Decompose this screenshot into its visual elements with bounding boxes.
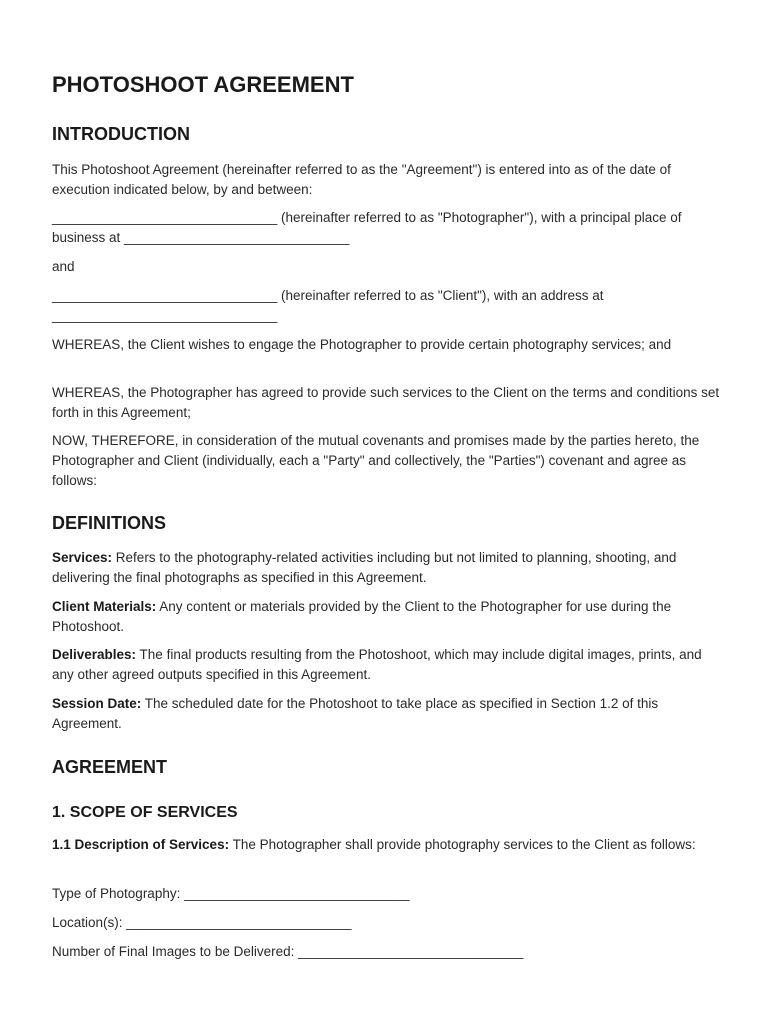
introduction-heading: INTRODUCTION bbox=[52, 124, 190, 144]
clause-text: The Photographer shall provide photography services to the Client as follows: bbox=[229, 837, 696, 852]
definition-client-materials bbox=[52, 597, 720, 637]
definition-deliverables bbox=[52, 645, 720, 685]
definition-text: Any content or materials provided by the Client to the Photographer for use during the Photoshoot. bbox=[52, 599, 672, 634]
whereas-paragraph-1: WHEREAS, the Client wishes to engage the Photographer to provide certain photography services; and bbox=[52, 337, 672, 352]
clause-1-1 bbox=[52, 835, 720, 855]
field-label: Number of Final Images to be Delivered: bbox=[52, 944, 299, 959]
client-party-paragraph bbox=[52, 286, 720, 326]
whereas-paragraph-2: WHEREAS, the Photographer has agreed to provide such services to the Client on the terms and conditions set forth in this Agreement; bbox=[52, 385, 720, 420]
definition-term: Client Materials: bbox=[52, 599, 157, 614]
scope-of-services-heading: 1. SCOPE OF SERVICES bbox=[52, 804, 238, 821]
definition-text: Refers to the photography-related activities including but not limited to planning, shooting, and delivering the final photographs as specified in this Agreement. bbox=[52, 550, 677, 585]
field-label: Type of Photography: bbox=[52, 886, 185, 901]
client-name-blank[interactable]: ______________________________ bbox=[52, 288, 278, 303]
definition-term: Services: bbox=[52, 550, 113, 565]
clause-term: 1.1 Description of Services: bbox=[52, 837, 230, 852]
definition-term: Deliverables: bbox=[52, 647, 137, 662]
definition-session-date bbox=[52, 694, 720, 734]
field-label: Location(s): bbox=[52, 915, 127, 930]
agreement-heading: AGREEMENT bbox=[52, 757, 168, 777]
and-text: and bbox=[52, 259, 75, 274]
locations-field bbox=[52, 913, 720, 933]
definition-services bbox=[52, 548, 720, 588]
definition-text: The scheduled date for the Photoshoot to take place as specified in Section 1.2 of this Agreement. bbox=[52, 696, 659, 731]
photographer-name-blank[interactable]: ______________________________ bbox=[52, 210, 278, 225]
locations-blank[interactable]: ______________________________ bbox=[126, 915, 352, 930]
photographer-party-text: (hereinafter referred to as "Photographer"), with a principal place of business at bbox=[52, 210, 682, 245]
type-of-photography-blank[interactable]: ______________________________ bbox=[184, 886, 410, 901]
definition-text: The final products resulting from the Photoshoot, which may include digital images, prints, and any other agreed outputs specified in this Agreement. bbox=[52, 647, 702, 682]
photographer-address-blank[interactable]: ______________________________ bbox=[124, 230, 350, 245]
intro-paragraph: This Photoshoot Agreement (hereinafter referred to as the "Agreement") is entered into as of the date of execution indicated below, by and between: bbox=[52, 162, 671, 197]
photographer-party-paragraph bbox=[52, 208, 720, 248]
number-of-images-blank[interactable]: ______________________________ bbox=[298, 944, 524, 959]
document-title: PHOTOSHOOT AGREEMENT bbox=[52, 72, 354, 97]
now-therefore-paragraph: NOW, THEREFORE, in consideration of the mutual covenants and promises made by the parties hereto, the Photographer and Client (individually, each a "Party" and collectively, the "Parties") covenant and agree as follows: bbox=[52, 433, 700, 488]
definitions-heading: DEFINITIONS bbox=[52, 513, 167, 533]
client-address-blank[interactable]: ______________________________ bbox=[52, 308, 278, 323]
client-party-text: (hereinafter referred to as "Client"), with an address at bbox=[277, 288, 604, 303]
definition-term: Session Date: bbox=[52, 696, 142, 711]
type-of-photography-field bbox=[52, 884, 720, 904]
number-of-images-field bbox=[52, 942, 720, 962]
